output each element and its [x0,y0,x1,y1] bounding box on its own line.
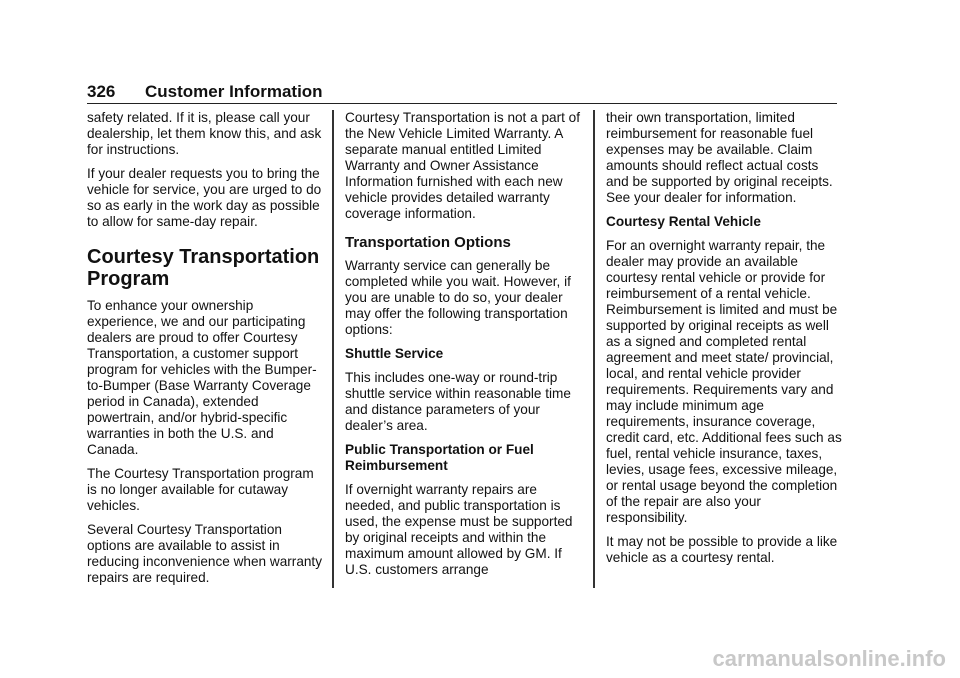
paragraph: If your dealer requests you to bring the vehicle for service, you are urged to do so as early in the work day as possible to allow for same-day repair. [87,166,322,229]
paragraph: Courtesy Transportation is not a part of the New Vehicle Limited Warranty. A separate manual entitled Limited Warranty and Owner Assistance Information furnished with each new vehicle provides detailed warranty coverage information. [345,110,580,221]
subheading: Shuttle Service [345,346,444,361]
paragraph: If overnight warranty repairs are needed, and public transportation is used, the expense must be supported by original receipts and within the maximum amount allowed by GM. If U.S. customers arrange [345,482,573,577]
paragraph: Warranty service can generally be completed while you wait. However, if you are unable to do so, your dealer may offer the following transportation options: [345,258,571,337]
column-3 [606,110,842,574]
paragraph: safety related. If it is, please call your dealership, let them know this, and ask for instructions. [87,110,322,157]
column-divider [332,110,334,588]
paragraph: For an overnight warranty repair, the dealer may provide an available courtesy rental vehicle or provide for reimbursement of a rental vehicle. Reimbursement is limited and must be supported by original receipts as well as a signed and completed rental agreement and meet state/ provincial, local, and rental vehicle provider requirements. Requirements vary and may include minimum age requirements, insurance coverage, credit card, etc. Additional fees such as fuel, rental vehicle insurance, taxes, levies, usage fees, excessive mileage, or rental usage beyond the completion of the repair are also your responsibility. [606,238,842,525]
column-divider [593,110,595,588]
paragraph: their own transportation, limited reimbursement for reasonable fuel expenses may be available. Claim amounts should reflect actual costs and be supported by original receipts. See your dealer for information. [606,110,833,205]
paragraph: This includes one-way or round-trip shuttle service within reasonable time and distance parameters of your dealer’s area. [345,370,571,433]
paragraph: Several Courtesy Transportation options are available to assist in reducing inconvenience when warranty repairs are required. [87,522,323,585]
paragraph: To enhance your ownership experience, we and our participating dealers are proud to offer Courtesy Transportation, a customer support program for vehicles with the Bumper-to-Bumper (Base Warranty Coverage period in Canada), extended powertrain, and/or hybrid-specific warranties in both the U.S. and Canada. [87,298,317,457]
watermark: carmanualsonline.info [712,646,946,671]
column-2 [345,110,581,586]
chapter-title: Customer Information [145,82,323,101]
paragraph: The Courtesy Transportation program is no longer available for cutaway vehicles. [87,466,314,513]
column-1 [87,110,323,594]
page-header [87,82,837,104]
subsection-heading: Transportation Options [345,234,511,251]
section-heading: Courtesy Transportation Program [87,246,320,290]
subheading: Courtesy Rental Vehicle [606,214,761,229]
paragraph: It may not be possible to provide a like vehicle as a courtesy rental. [606,534,838,565]
page-number: 326 [87,82,116,101]
subheading: Public Transportation or Fuel Reimbursement [345,442,534,473]
